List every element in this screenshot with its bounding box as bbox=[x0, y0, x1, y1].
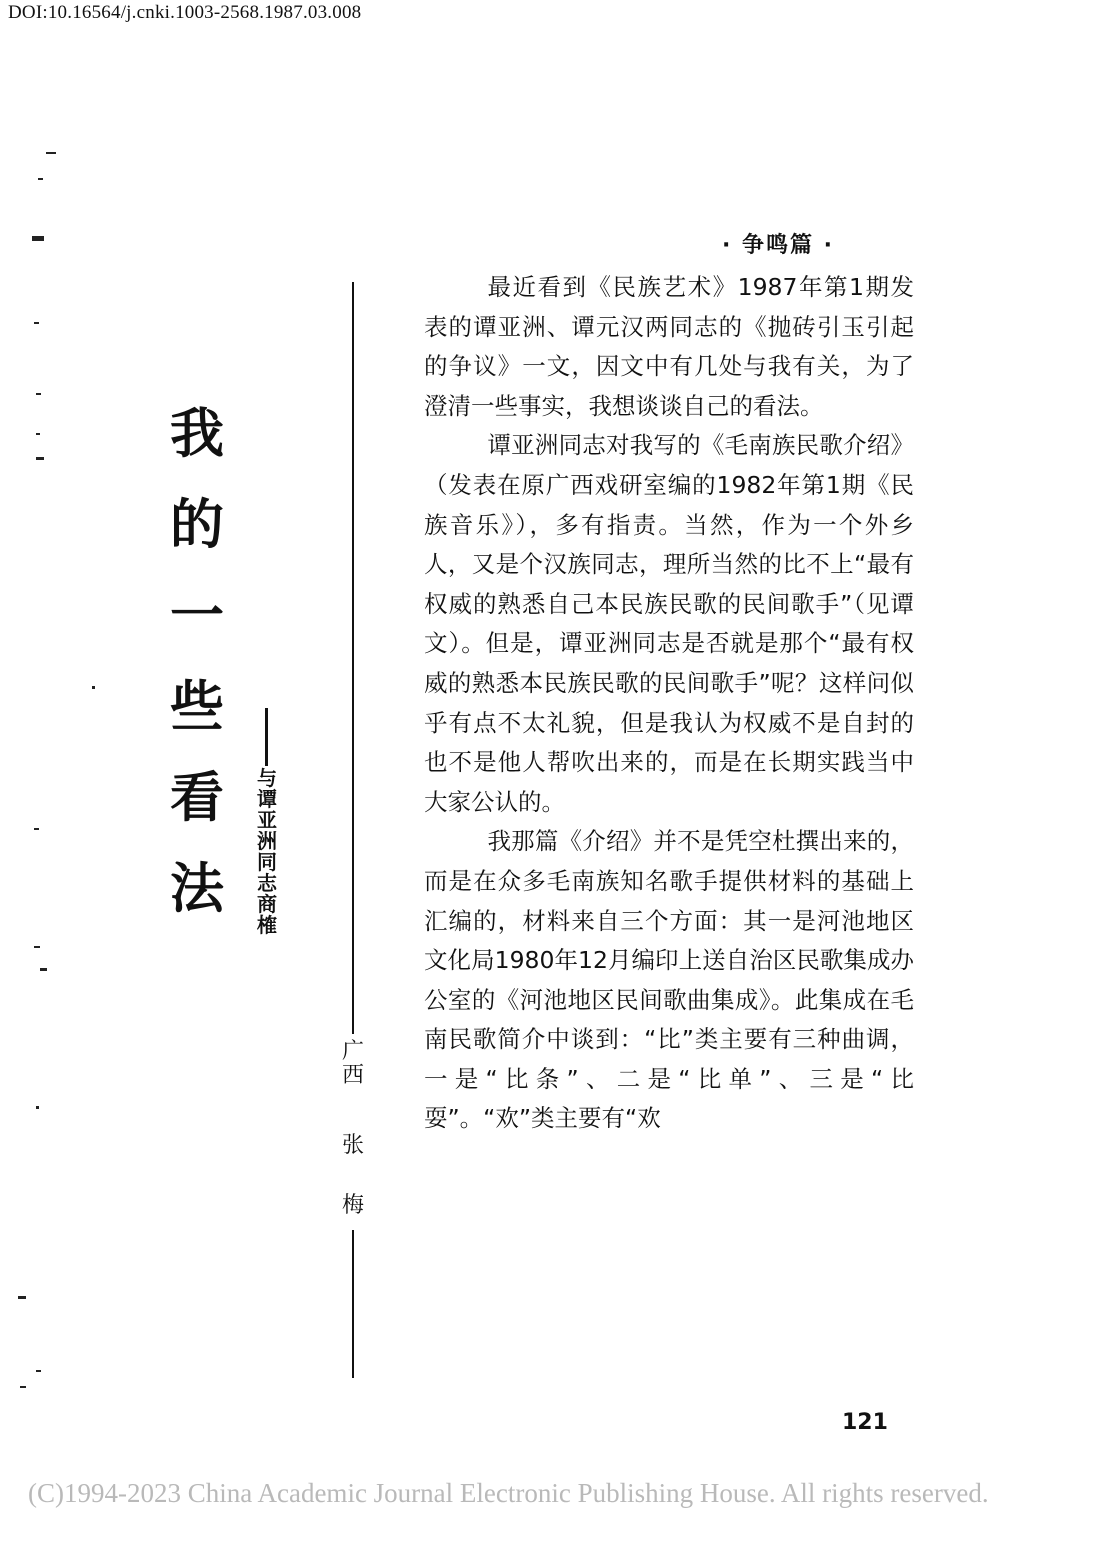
paragraph: 最近看到《民族艺术》1987年第1期发表的谭亚洲、谭元汉两同志的《抛砖引玉引起的争议》一文，因文中有几处与我有关，为了澄清一些事实，我想谈谈自己的看法。 bbox=[424, 273, 914, 420]
article-title bbox=[166, 388, 228, 934]
author-name-char: 梅 bbox=[341, 1193, 364, 1218]
subtitle-char: 与 bbox=[257, 766, 277, 790]
scan-speck bbox=[18, 1296, 26, 1299]
subtitle-dash bbox=[265, 708, 268, 766]
scan-speck bbox=[34, 828, 39, 830]
paragraph: 我那篇《介绍》并不是凭空杜撰出来的，而是在众多毛南族知名歌手提供材料的基础上汇编的，材料来自三个方面：其一是河池地区文化局1980年12月编印上送自治区民歌集成办公室的《河池地区民间歌曲集成》。此集成在毛南民歌简介中谈到：“比”类主要有三种曲调，一是“比条”、二是“比单”、三是“比耍”。“欢”类主要有“欢 bbox=[424, 827, 914, 1133]
author-name-char: 张 bbox=[341, 1133, 364, 1158]
title-char: 我 bbox=[170, 402, 224, 465]
article-body bbox=[424, 268, 914, 1139]
subtitle-char: 商 bbox=[257, 892, 277, 916]
subtitle-char: 亚 bbox=[257, 808, 277, 832]
copyright-watermark: (C)1994-2023 China Academic Journal Electronic Publishing House. All rights reserved. bbox=[28, 1478, 989, 1508]
subtitle-char: 谭 bbox=[257, 787, 277, 811]
title-char: 些 bbox=[170, 675, 224, 738]
scan-speck bbox=[34, 322, 39, 324]
scan-speck bbox=[34, 946, 40, 948]
author-region-char: 广 bbox=[341, 1039, 364, 1064]
title-char: 一 bbox=[170, 584, 224, 647]
scan-speck bbox=[36, 1106, 39, 1109]
subtitle-char: 洲 bbox=[257, 829, 277, 853]
page-number: 121 bbox=[842, 1410, 888, 1435]
scan-speck bbox=[92, 686, 95, 689]
section-tag: · 争鸣篇 · bbox=[722, 233, 835, 258]
title-char: 看 bbox=[170, 766, 224, 829]
scan-speck bbox=[36, 433, 40, 435]
subtitle-char: 同 bbox=[257, 850, 277, 874]
subtitle-char: 榷 bbox=[257, 913, 277, 937]
scan-speck bbox=[36, 393, 41, 395]
doi-header: DOI:10.16564/j.cnki.1003-2568.1987.03.008 bbox=[8, 2, 362, 23]
vertical-rule-upper bbox=[352, 282, 354, 1034]
scan-speck bbox=[40, 968, 47, 971]
author-region-char: 西 bbox=[341, 1063, 364, 1088]
title-char: 的 bbox=[170, 493, 224, 556]
paragraph: 谭亚洲同志对我写的《毛南族民歌介绍》（发表在原广西戏研室编的1982年第1期《民族音乐》），多有指责。当然，作为一个外乡人，又是个汉族同志，理所当然的比不上“最有权威的熟悉自己本民族民歌的民间歌手”（见谭文）。但是，谭亚洲同志是否就是那个“最有权威的熟悉本民族民歌的民间歌手”呢？这样问似乎有点不太礼貌，但是我认为权威不是自封的也不是他人帮吹出来的，而是在长期实践当中大家公认的。 bbox=[424, 431, 914, 816]
scan-speck bbox=[36, 457, 44, 460]
scan-speck bbox=[46, 152, 56, 154]
vertical-rule-lower bbox=[352, 1230, 354, 1378]
title-char: 法 bbox=[170, 857, 224, 920]
article-subtitle bbox=[254, 768, 280, 936]
scan-speck bbox=[38, 178, 43, 180]
scan-speck bbox=[36, 1370, 41, 1372]
scan-speck bbox=[32, 236, 44, 241]
scan-speck bbox=[20, 1386, 26, 1388]
author-region bbox=[338, 1040, 368, 1088]
subtitle-char: 志 bbox=[257, 871, 277, 895]
